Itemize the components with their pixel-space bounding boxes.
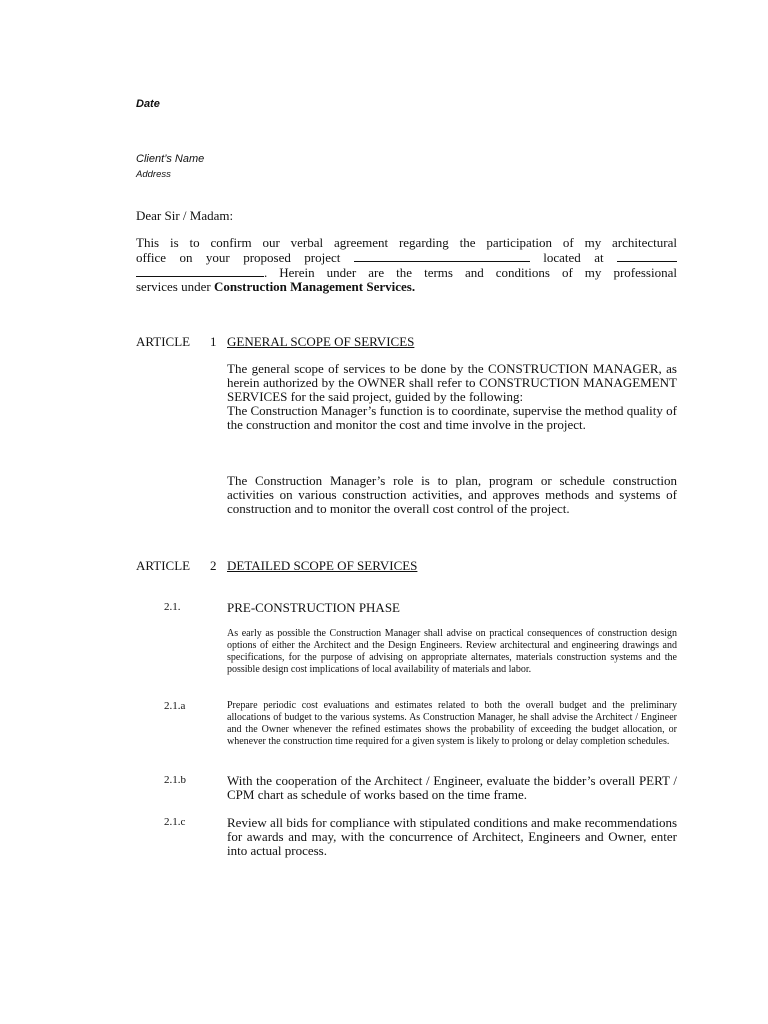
client-name-label: Client’s Name: [136, 153, 205, 165]
section-2-1-text: As early as possible the Construction Manager shall advise on practical consequences of construction design options of either the Architect and the Design Engineers. Review architectural and engineering drawings and specifications, for the purpose of advising on appropriate alternates, materials construction systems and the possible design cost implications of local availability of materials and labor.: [227, 628, 677, 675]
location-blank-1: [617, 250, 677, 262]
section-2-1-c-number: 2.1.c: [164, 816, 186, 828]
article-2-title: DETAILED SCOPE OF SERVICES: [227, 558, 418, 573]
intro-line-1: This is to confirm our verbal agreement regarding the participation of my architectural: [136, 235, 677, 250]
article-1-paragraph-1: [227, 362, 677, 432]
intro-paragraph: [136, 236, 677, 294]
article-2-number: 2: [210, 558, 217, 573]
article-2-label: ARTICLE: [136, 558, 191, 573]
article-1-label: ARTICLE: [136, 334, 191, 349]
construction-management-services: Construction Management Services.: [213, 279, 416, 294]
intro-line-3: [136, 265, 677, 280]
address-label: Address: [136, 169, 171, 180]
intro-line-4: [136, 280, 677, 294]
article-1-text-scope: The general scope of services to be done by the CONSTRUCTION MANAGER, as herein authorized by the OWNER shall refer to CONSTRUCTION MANAGEMENT SERVICES for the said project, guided by the following:: [227, 361, 677, 404]
section-2-1-a-text: Prepare periodic cost evaluations and estimates related to both the overall budget and the preliminary allocations of budget to the various systems. As Construction Manager, he shall advise the Architect / Engineer and the Owner whenever the refined estimates shows the probability of exceeding the budget allocation, or whenever the construction time required for a given system is likely to prolong or delay completion schedules.: [227, 700, 677, 747]
article-1-title: GENERAL SCOPE OF SERVICES: [227, 334, 415, 349]
date-label: Date: [136, 98, 160, 110]
section-2-1-number: 2.1.: [164, 601, 181, 613]
intro-text-services: services under: [136, 279, 211, 294]
section-2-1-title: PRE-CONSTRUCTION PHASE: [227, 600, 400, 615]
article-1-text-function: The Construction Manager’s function is to coordinate, supervise the method quality of the construction and monitor the cost and time involve in the project.: [227, 403, 677, 432]
section-2-1-a-number: 2.1.a: [164, 700, 186, 712]
article-1-number: 1: [210, 334, 217, 349]
section-2-1-b-number: 2.1.b: [164, 774, 186, 786]
article-1-paragraph-2: The Construction Manager’s role is to plan, program or schedule construction activities on various construction activities, and approves methods and systems of construction and to monitor the overall cost control of the project.: [227, 473, 677, 516]
intro-text-located: located at: [543, 250, 604, 265]
location-blank-2: [136, 265, 264, 277]
section-2-1-c-text: Review all bids for compliance with stipulated conditions and make recommendations for awards and may, with the concurrence of Architect, Engineers and Owner, enter into actual process.: [227, 815, 677, 858]
section-2-1-b-text: With the cooperation of the Architect / Engineer, evaluate the bidder’s overall PERT / CPM chart as schedule of works based on the time frame.: [227, 773, 677, 802]
intro-text-terms: . Herein under are the terms and conditions of my professional: [264, 265, 677, 280]
project-blank: [354, 250, 530, 262]
intro-text-project: office on your proposed project: [136, 250, 341, 265]
salutation: Dear Sir / Madam:: [136, 208, 234, 223]
intro-line-2: [136, 250, 677, 265]
